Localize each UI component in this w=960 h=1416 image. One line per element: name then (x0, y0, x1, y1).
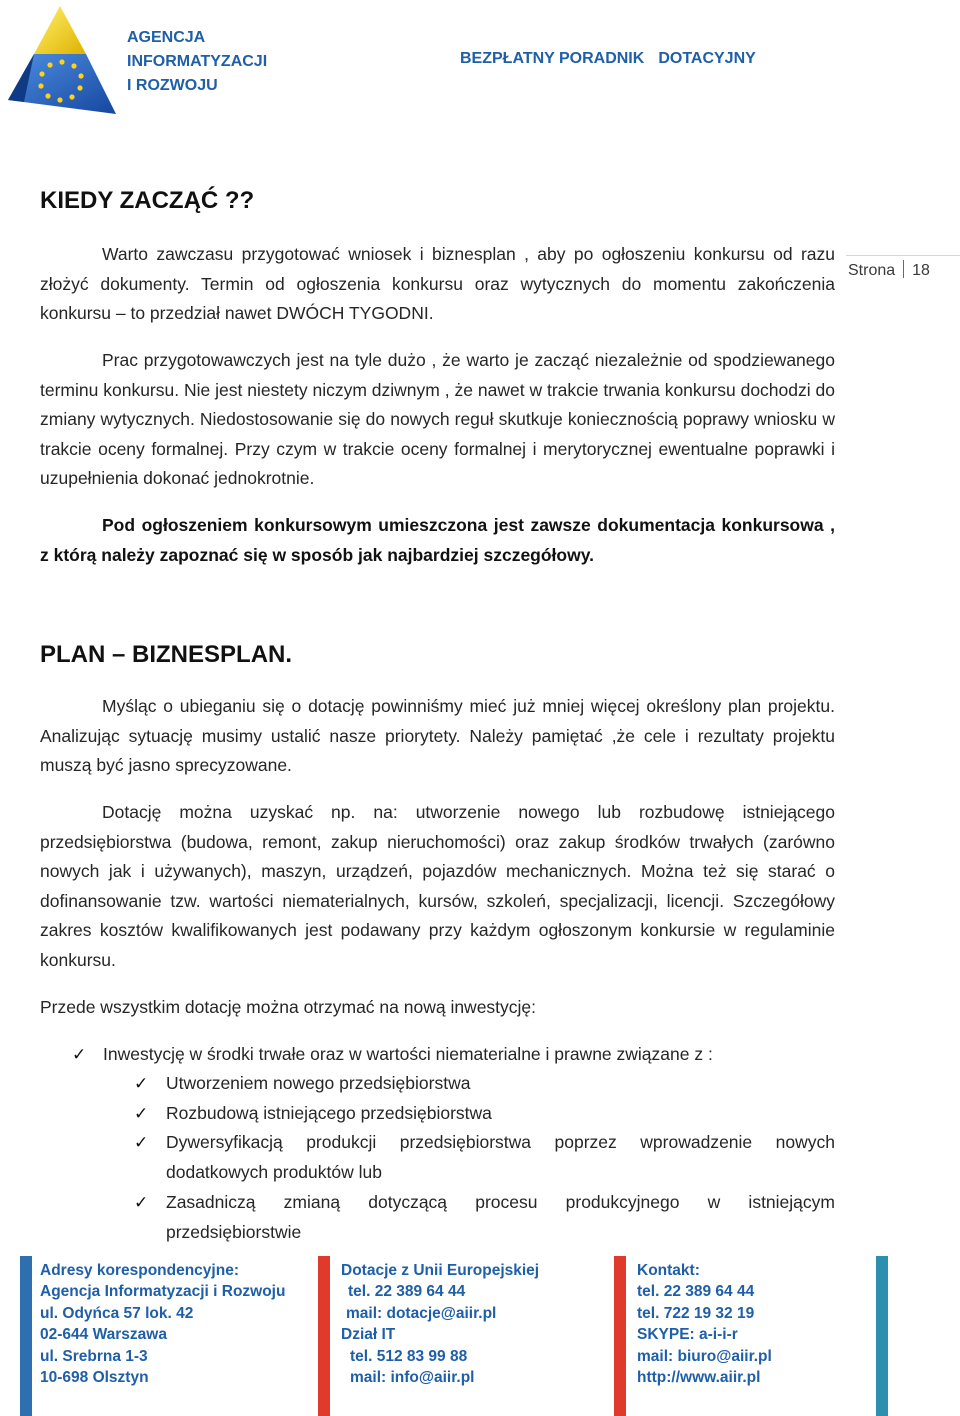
list-item: Inwestycję w środki trwałe oraz w wartości niematerialne i prawne związane z : (103, 1044, 713, 1064)
footer-bar (614, 1256, 626, 1416)
paragraph-text: Dotację można uzyskać np. na: utworzenie nowego lub rozbudowę istniejącego przedsiębiorstwa (budowa, remont, zakup nieruchomości) oraz zakup środków trwałych (zarówno nowych jak i używanych), maszyn, urządzeń, pojazdów mechanicznych. Można też się starać o dofinansowanie tzw. wartości niematerialnych, kursów, szkoleń, specjalizacji, licencji. Szczegółowy zakres kosztów kwalifikowanych jest podawany przy każdym ogłoszonym konkursie w regulaminie konkursu. (40, 802, 835, 970)
footer-line: tel. 22 389 64 44 (637, 1283, 755, 1301)
footer-line: Dotacje z Unii Europejskiej (341, 1262, 540, 1279)
footer-line: Kontakt: (637, 1262, 700, 1279)
footer-line: Adresy korespondencyjne: (40, 1262, 239, 1279)
paragraph-text: Przede wszystkim dotację można otrzymać na nową inwestycję: (40, 997, 537, 1017)
footer-line: 10-698 Olsztyn (40, 1369, 149, 1387)
check-icon: ✓ (134, 1133, 149, 1152)
page-number (848, 260, 930, 280)
footer-contact (637, 1260, 772, 1388)
footer-addresses (40, 1260, 285, 1388)
footer-eu-grants (341, 1260, 539, 1388)
footer-line: mail: dotacje@aiir.pl (346, 1304, 497, 1322)
paragraph (40, 240, 835, 329)
paragraph-text: Pod ogłoszeniem konkursowym umieszczona jest zawsze dokumentacja konkursowa , z którą należy zapoznać się w sposób jak najbardziej szczegółowy. (40, 515, 835, 565)
footer-line: tel. 512 83 99 88 (350, 1347, 468, 1365)
paragraph (40, 692, 835, 781)
paragraph-text: Prac przygotowawczych jest na tyle dużo , że warto je zacząć niezależnie od spodziewanego terminu konkursu. Nie jest niestety niczym dziwnym , że nawet w trakcie trwania konkursu dochodzi do zmiany wytycznych. Niedostosowanie się do nowych reguł skutkuje koniecznością poprawy wniosku w trakcie oceny formalnej. Przy czym w trakcie oceny formalnej i merytorycznej ewentualne poprawki i uzupełnienia dokonać jednokrotnie. (40, 350, 835, 488)
footer-line: tel. 22 389 64 44 (348, 1283, 466, 1301)
footer-line: Dział IT (341, 1326, 396, 1344)
list-item: Utworzeniem nowego przedsiębiorstwa (166, 1073, 471, 1093)
paragraph (40, 798, 835, 975)
eu-stars-pyramid-icon (4, 4, 118, 116)
check-icon: ✓ (72, 1045, 87, 1064)
subtitle-right: DOTACYJNY (658, 50, 756, 67)
footer-bar (20, 1256, 32, 1416)
footer-line: 02-644 Warszawa (40, 1326, 167, 1344)
check-icon: ✓ (134, 1104, 149, 1123)
org-name-line: I ROZWOJU (127, 77, 218, 94)
header-subtitle (460, 50, 756, 68)
paragraph-text: Myśląc o ubieganiu się o dotację powinniśmy mieć już mniej więcej określony plan projektu. Analizując sytuację musimy ustalić nasze priorytety. Należy pamiętać ,że cele i rezultaty projektu muszą być jasno sprecyzowane. (40, 696, 835, 775)
check-icon: ✓ (134, 1193, 149, 1212)
footer-bar (318, 1256, 330, 1416)
footer-line: mail: info@aiir.pl (350, 1369, 475, 1387)
section-heading-kiedy-zaczac: KIEDY ZACZĄĆ ?? (40, 187, 255, 214)
footer-line: http://www.aiir.pl (637, 1369, 761, 1387)
footer-line: SKYPE: a-i-i-r (637, 1326, 738, 1344)
list-item: Rozbudową istniejącego przedsiębiorstwa (166, 1103, 492, 1123)
page-number-separator (903, 260, 904, 278)
paragraph-bold (40, 511, 835, 570)
footer-line: Agencja Informatyzacji i Rozwoju (40, 1283, 286, 1301)
check-icon: ✓ (134, 1074, 149, 1093)
footer-line: ul. Odyńca 57 lok. 42 (40, 1304, 194, 1322)
section-heading-plan-biznesplan: PLAN – BIZNESPLAN. (40, 641, 293, 668)
footer-line: ul. Srebrna 1-3 (40, 1347, 148, 1365)
footer-line: tel. 722 19 32 19 (637, 1304, 755, 1322)
subtitle-left: BEZPŁATNY PORADNIK (460, 50, 645, 67)
paragraph (40, 346, 835, 494)
org-name-line: INFORMATYZACJI (127, 53, 268, 70)
footer-line: mail: biuro@aiir.pl (637, 1347, 772, 1365)
paragraph-text: Warto zawczasu przygotować wniosek i biznesplan , aby po ogłoszeniu konkursu od razu złożyć dokumenty. Termin od ogłoszenia konkursu oraz wytycznych do momentu zakończenia konkursu – to przedział nawet DWÓCH TYGODNI. (40, 244, 835, 323)
list-item: Dywersyfikacją produkcji przedsiębiorstwa poprzez wprowadzenie nowych dodatkowych produktów lub (166, 1132, 835, 1182)
page-label: Strona (848, 262, 896, 279)
list-item: Zasadniczą zmianą dotyczącą procesu produkcyjnego w istniejącym przedsiębiorstwie (166, 1192, 835, 1242)
organization-name (127, 26, 267, 98)
footer (0, 1256, 960, 1416)
footer-bar (876, 1256, 888, 1416)
page-number-rule (846, 255, 960, 256)
paragraph (40, 993, 835, 1023)
org-name-line: AGENCJA (127, 29, 206, 46)
page-number-value: 18 (912, 262, 930, 279)
